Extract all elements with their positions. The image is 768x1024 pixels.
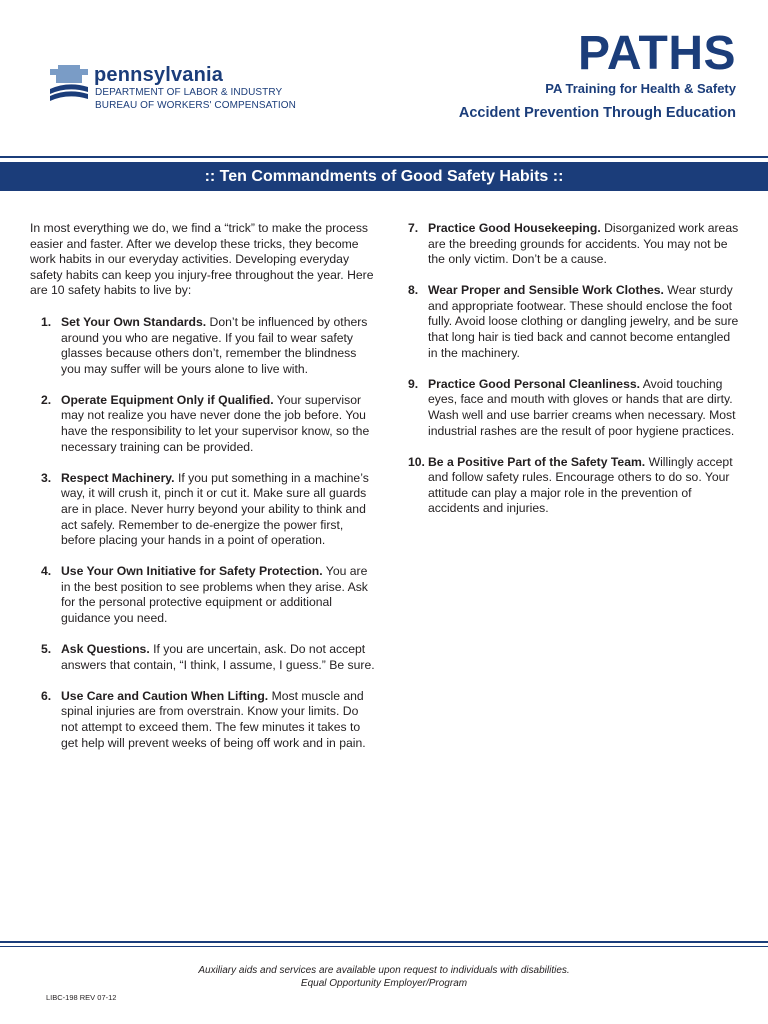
footer-accessibility: Auxiliary aids and services are available upon request to individuals with disabilities. xyxy=(198,965,570,976)
list-item xyxy=(408,221,743,268)
list-item xyxy=(30,471,375,549)
item-number: 3. xyxy=(41,470,52,485)
item-number: 8. xyxy=(408,283,419,298)
list-item xyxy=(30,315,375,377)
program-tagline: Accident Prevention Through Education xyxy=(458,105,736,121)
item-body: Willingly accept and follow safety rules. Encourage others to do so. Your attitude can play a major role in the prevention of accidents and injuries. xyxy=(428,454,733,516)
item-body: If you are uncertain, ask. Do not accept answers that contain, “I think, I assume, I guess.” Be sure. xyxy=(61,642,375,672)
item-body: Avoid touching eyes, face and mouth with gloves or hands that are dirty. Wash well and use barrier creams when necessary. Most industrial rashes are the result of poor hygiene practices. xyxy=(428,376,736,438)
header-divider xyxy=(0,156,768,158)
footer-eeo: Equal Opportunity Employer/Program xyxy=(300,978,468,989)
item-heading: Practice Good Personal Cleanliness. xyxy=(428,376,641,391)
item-heading: Be a Positive Part of the Safety Team. xyxy=(428,454,646,469)
org-department: DEPARTMENT OF LABOR & INDUSTRY xyxy=(95,87,283,98)
item-number: 4. xyxy=(41,564,52,579)
item-number: 10. xyxy=(408,454,425,469)
list-item xyxy=(408,377,743,439)
item-number: 7. xyxy=(408,221,419,235)
item-number: 6. xyxy=(41,688,52,703)
item-heading: Practice Good Housekeeping. xyxy=(428,221,601,235)
item-number: 1. xyxy=(41,314,52,329)
item-body: You are in the best position to see problems when they arise. Ask for the personal protective equipment or additional guidance you need. xyxy=(61,564,368,625)
item-body: If you put something in a machine’s way, it will crush it, pinch it or cut it. Make sure all guards are in place. Never hurry beyond your ability to think and act safely. Remember to de-energize the power first, before placing your hands in a point of operation. xyxy=(61,470,369,548)
list-item xyxy=(408,283,743,361)
item-body: Your supervisor may not realize you have never done the job before. You have the responsibility to let your supervisor know, so the necessary training can be provided. xyxy=(61,392,370,454)
list-item xyxy=(30,564,375,626)
item-heading: Respect Machinery. xyxy=(61,470,175,485)
pa-logo xyxy=(48,60,296,120)
left-column xyxy=(30,221,375,767)
org-bureau: BUREAU OF WORKERS' COMPENSATION xyxy=(95,100,296,111)
keystone-icon xyxy=(48,63,90,103)
item-heading: Wear Proper and Sensible Work Clothes. xyxy=(428,283,664,298)
list-item xyxy=(30,393,375,455)
org-name: pennsylvania xyxy=(94,64,224,86)
list-item xyxy=(30,642,375,673)
form-code: LIBC-198 REV 07-12 xyxy=(46,993,117,1002)
program-subtitle: PA Training for Health & Safety xyxy=(545,81,736,96)
item-number: 9. xyxy=(408,376,419,391)
habits-list-right xyxy=(408,221,743,517)
page-title: :: Ten Commandments of Good Safety Habits :: xyxy=(0,162,768,191)
habits-list-left xyxy=(30,315,375,751)
item-body: Wear sturdy and appropriate footwear. These should enclose the foot fully. Avoid loose clothing or dangling jewelry, and be sure that long hair is tied back and cannot become entangled in the machinery. xyxy=(428,283,739,360)
right-column xyxy=(408,221,743,533)
item-heading: Use Care and Caution When Lifting. xyxy=(61,688,269,703)
footer-divider xyxy=(0,941,768,943)
list-item xyxy=(408,455,743,517)
intro-paragraph: In most everything we do, we find a “trick” to make the process easier and faster. After we develop these tricks, they become work habits in our everyday activities. Developing everyday safety habits can keep you injury-free throughout the year. Here are 10 safety habits to live by: xyxy=(30,221,374,298)
item-number: 2. xyxy=(41,392,52,407)
item-body: Disorganized work areas are the breeding grounds for accidents. You may not be the only victim. Don’t be a cause. xyxy=(428,221,739,267)
item-heading: Ask Questions. xyxy=(61,642,150,657)
item-heading: Operate Equipment Only if Qualified. xyxy=(61,392,274,407)
item-body: Most muscle and spinal injuries are from overstrain. Know your limits. Do not attempt to exceed them. The few minutes it takes to get help will prevent weeks of being off work and in pain. xyxy=(61,688,366,750)
footer-divider-thin xyxy=(0,946,768,947)
item-body: Don’t be influenced by others around you who are negative. If you fail to wear safety glasses because others don’t, remember the blindness you may suffer will be yours alone to live with. xyxy=(61,314,368,376)
program-title: PATHS xyxy=(577,27,736,80)
item-number: 5. xyxy=(41,642,52,657)
list-item xyxy=(30,689,375,751)
item-heading: Set Your Own Standards. xyxy=(61,314,207,329)
item-heading: Use Your Own Initiative for Safety Protection. xyxy=(61,564,323,579)
